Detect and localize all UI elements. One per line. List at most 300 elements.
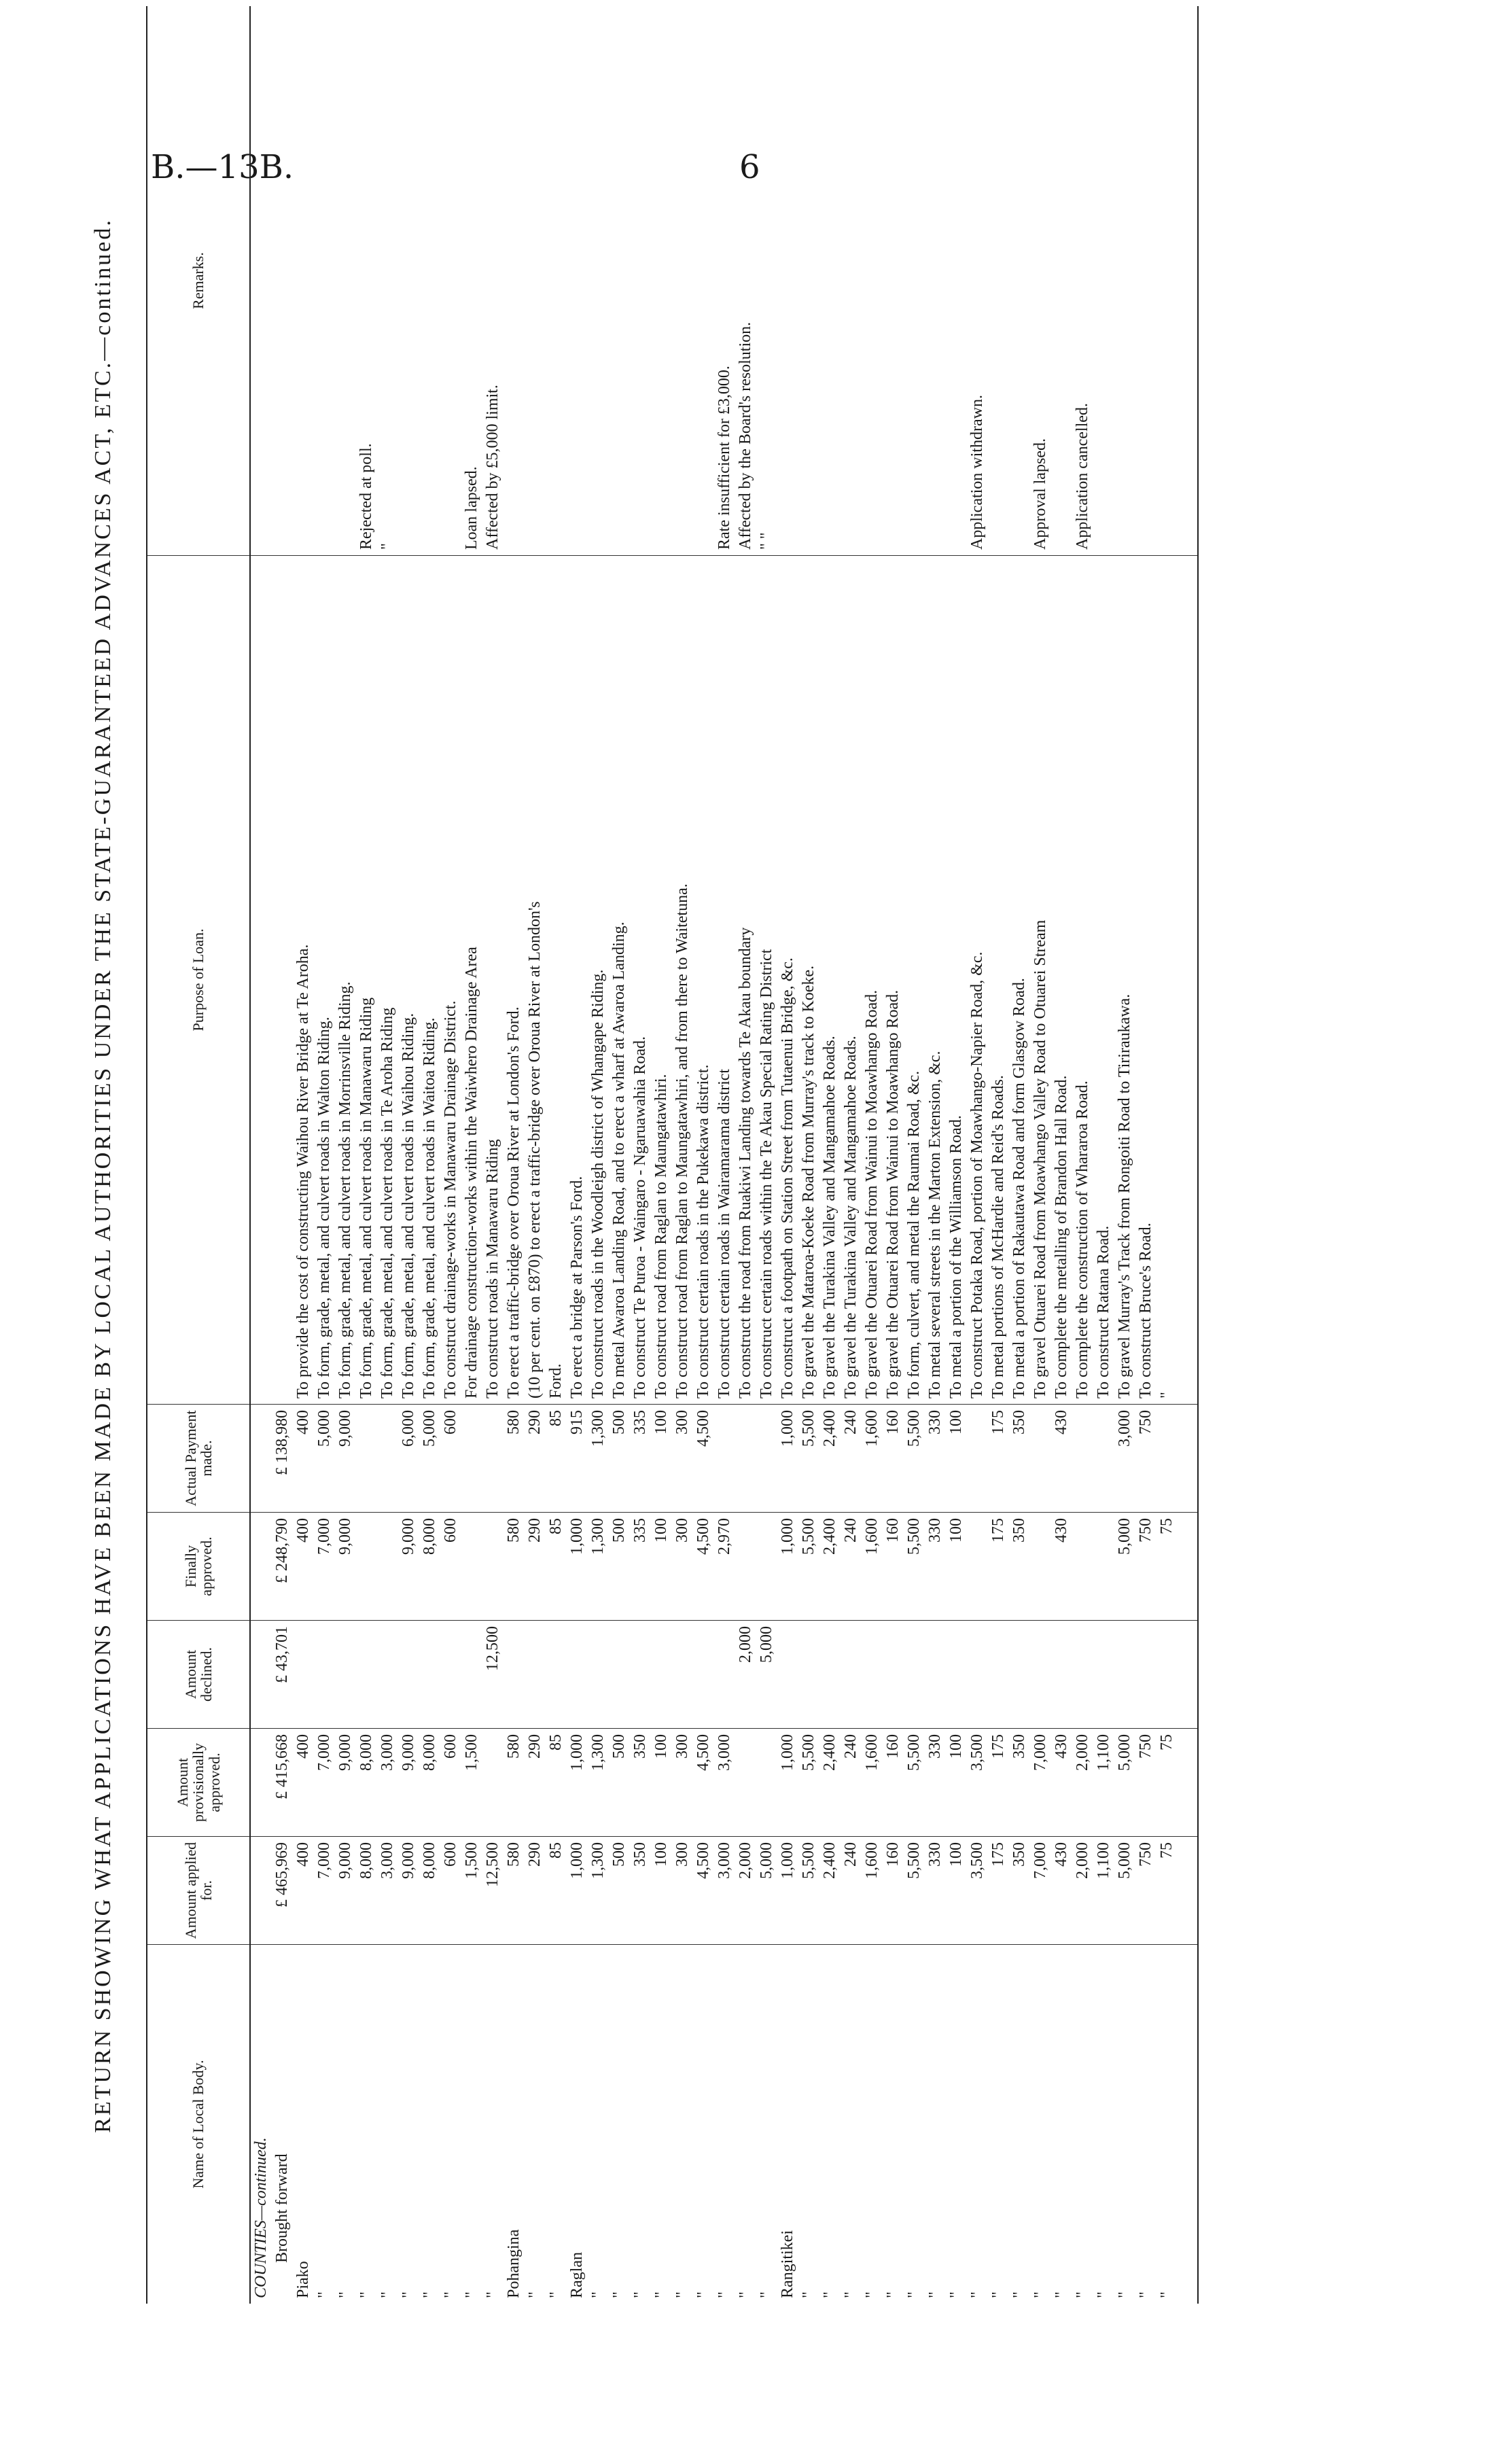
header-remarks: Remarks.	[147, 6, 250, 556]
table-row	[1156, 6, 1198, 2304]
cell-local-body: COUNTIES—continued.	[252, 2137, 270, 2298]
cell-remarks: Application cancelled.	[1072, 6, 1093, 556]
cell-remarks	[798, 6, 819, 556]
table-row	[756, 6, 777, 2304]
cell-applied: 400	[293, 1837, 314, 1945]
cell-local-body: Rangitikei	[779, 2230, 796, 2298]
cell-remarks	[335, 6, 356, 556]
table-row	[988, 6, 1009, 2304]
cell-remarks	[883, 6, 904, 556]
cell-paid: 100	[946, 1405, 967, 1513]
cell-final: 240	[841, 1513, 862, 1621]
page-code: B.—13B.	[151, 148, 294, 186]
table-row	[925, 6, 946, 2304]
cell-final	[250, 1513, 272, 1621]
cell-applied: 350	[1009, 1837, 1030, 1945]
cell-local-body: "	[673, 2291, 691, 2298]
cell-paid: 580	[504, 1405, 525, 1513]
cell-final: 330	[925, 1513, 946, 1621]
cell-purpose: To gravel Otuarei Road from Moawhango Valley Road to Otuarei Stream	[1030, 556, 1051, 1405]
cell-applied: 100	[946, 1837, 967, 1945]
cell-final: 8,000	[419, 1513, 440, 1621]
cell-provisional: 330	[925, 1729, 946, 1837]
header-paid: Actual Payment made.	[147, 1405, 250, 1513]
table-row	[525, 6, 546, 2304]
cell-declined	[314, 1621, 335, 1729]
cell-paid	[1072, 1405, 1093, 1513]
cell-purpose: To construct Potaka Road, portion of Moawhango-Napier Road, &c.	[967, 556, 988, 1405]
cell-remarks	[1093, 6, 1114, 556]
table-row	[377, 6, 398, 2304]
cell-declined	[293, 1621, 314, 1729]
cell-local-body: "	[1116, 2291, 1133, 2298]
cell-applied: 750	[1135, 1837, 1156, 1945]
table-row	[1093, 6, 1114, 2304]
cell-provisional: 100	[946, 1729, 967, 1837]
cell-remarks	[1051, 6, 1072, 556]
cell-final	[482, 1513, 504, 1621]
cell-remarks	[272, 6, 293, 556]
table-row	[609, 6, 630, 2304]
table-row	[819, 6, 841, 2304]
cell-applied: 8,000	[356, 1837, 377, 1945]
cell-purpose: "	[1156, 556, 1198, 1405]
cell-provisional	[756, 1729, 777, 1837]
cell-applied: 4,500	[693, 1837, 714, 1945]
cell-provisional: 240	[841, 1729, 862, 1837]
cell-remarks	[988, 6, 1009, 556]
cell-paid	[1156, 1405, 1198, 1513]
cell-provisional: 175	[988, 1729, 1009, 1837]
cell-final: 600	[440, 1513, 461, 1621]
cell-applied: 85	[546, 1837, 567, 1945]
table-row	[440, 6, 461, 2304]
cell-local-body: "	[652, 2291, 670, 2298]
cell-remarks	[777, 6, 798, 556]
cell-local-body: "	[336, 2291, 354, 2298]
cell-purpose: To erect a bridge at Parson's Ford.	[567, 556, 588, 1405]
cell-provisional: 3,000	[377, 1729, 398, 1837]
cell-provisional: 5,000	[1114, 1729, 1135, 1837]
cell-remarks	[1114, 6, 1135, 556]
cell-remarks	[250, 6, 272, 556]
cell-declined	[862, 1621, 883, 1729]
cell-paid: 400	[293, 1405, 314, 1513]
cell-remarks	[588, 6, 609, 556]
cell-final	[1072, 1513, 1093, 1621]
table-row	[1114, 6, 1135, 2304]
header-final: Finally approved.	[147, 1513, 250, 1621]
cell-declined	[588, 1621, 609, 1729]
cell-declined	[335, 1621, 356, 1729]
cell-final: 1,600	[862, 1513, 883, 1621]
cell-purpose: To construct certain roads within the Te Akau Special Rating District	[756, 556, 777, 1405]
cell-remarks	[1156, 6, 1198, 556]
table-row	[250, 6, 272, 2304]
cell-paid: 175	[988, 1405, 1009, 1513]
cell-provisional: 300	[672, 1729, 693, 1837]
cell-final: 7,000	[314, 1513, 335, 1621]
cell-final: 85	[546, 1513, 567, 1621]
cell-final: £ 248,790	[272, 1513, 293, 1621]
cell-paid	[482, 1405, 504, 1513]
table-row	[883, 6, 904, 2304]
cell-remarks	[904, 6, 925, 556]
cell-declined	[377, 1621, 398, 1729]
cell-remarks	[841, 6, 862, 556]
cell-applied: 9,000	[335, 1837, 356, 1945]
cell-local-body: "	[400, 2291, 417, 2298]
cell-applied: 240	[841, 1837, 862, 1945]
cell-local-body: "	[821, 2291, 838, 2298]
cell-applied: 1,000	[567, 1837, 588, 1945]
cell-purpose: To gravel the Turakina Valley and Mangamahoe Roads.	[841, 556, 862, 1405]
cell-local-body: "	[1137, 2291, 1154, 2298]
cell-paid: 500	[609, 1405, 630, 1513]
cell-provisional: 580	[504, 1729, 525, 1837]
cell-declined: £ 43,701	[272, 1621, 293, 1729]
cell-paid	[735, 1405, 756, 1513]
cell-remarks: Affected by the Board's resolution.	[735, 6, 756, 556]
cell-applied: 175	[988, 1837, 1009, 1945]
table-header-row	[147, 6, 250, 2304]
cell-declined	[672, 1621, 693, 1729]
cell-provisional: 1,300	[588, 1729, 609, 1837]
cell-declined	[525, 1621, 546, 1729]
cell-local-body: "	[1053, 2291, 1070, 2298]
cell-remarks: Rejected at poll.	[356, 6, 377, 556]
table-row	[904, 6, 925, 2304]
cell-purpose: To construct the road from Ruakiwi Landing towards Te Akau boundary	[735, 556, 756, 1405]
cell-paid	[967, 1405, 988, 1513]
cell-paid: 1,600	[862, 1405, 883, 1513]
cell-paid: 6,000	[398, 1405, 419, 1513]
cell-declined	[440, 1621, 461, 1729]
cell-declined	[398, 1621, 419, 1729]
cell-paid: 430	[1051, 1405, 1072, 1513]
table-row	[461, 6, 482, 2304]
return-table	[146, 6, 1199, 2304]
cell-declined	[1156, 1621, 1198, 1729]
table-row	[567, 6, 588, 2304]
cell-declined	[946, 1621, 967, 1729]
table-row	[798, 6, 819, 2304]
cell-remarks	[419, 6, 440, 556]
cell-applied: 1,600	[862, 1837, 883, 1945]
cell-declined	[461, 1621, 482, 1729]
cell-applied: 600	[440, 1837, 461, 1945]
cell-remarks	[672, 6, 693, 556]
cell-remarks	[693, 6, 714, 556]
cell-declined: 2,000	[735, 1621, 756, 1729]
header-declined: Amount declined.	[147, 1621, 250, 1729]
cell-final: 75	[1156, 1513, 1198, 1621]
cell-purpose: To gravel Murray's Track from Rongoiti Road to Tiriraukawa.	[1114, 556, 1135, 1405]
table-row	[967, 6, 988, 2304]
cell-purpose: To gravel the Turakina Valley and Mangamahoe Roads.	[819, 556, 841, 1405]
table-row	[651, 6, 672, 2304]
cell-applied: 5,500	[904, 1837, 925, 1945]
cell-applied: 7,000	[1030, 1837, 1051, 1945]
cell-applied: 2,400	[819, 1837, 841, 1945]
cell-declined	[651, 1621, 672, 1729]
cell-remarks: "	[377, 6, 398, 556]
cell-provisional: 2,400	[819, 1729, 841, 1837]
cell-paid: 750	[1135, 1405, 1156, 1513]
cell-paid: 5,000	[314, 1405, 335, 1513]
cell-local-body: Pohangina	[505, 2229, 523, 2298]
table-row	[672, 6, 693, 2304]
cell-remarks: Loan lapsed.	[461, 6, 482, 556]
cell-paid: 350	[1009, 1405, 1030, 1513]
cell-local-body: "	[800, 2291, 817, 2298]
cell-paid: 600	[440, 1405, 461, 1513]
cell-final: 300	[672, 1513, 693, 1621]
cell-applied: 5,000	[1114, 1837, 1135, 1945]
cell-provisional: 1,500	[461, 1729, 482, 1837]
cell-purpose: To construct Ratana Road.	[1093, 556, 1114, 1405]
cell-local-body: "	[947, 2291, 965, 2298]
cell-paid: 5,000	[419, 1405, 440, 1513]
cell-declined	[967, 1621, 988, 1729]
cell-provisional: 3,000	[714, 1729, 735, 1837]
cell-local-body: Piako	[294, 2261, 312, 2298]
cell-local-body: "	[526, 2291, 544, 2298]
table-row	[419, 6, 440, 2304]
cell-applied: 1,000	[777, 1837, 798, 1945]
cell-paid: £ 138,980	[272, 1405, 293, 1513]
table-row	[588, 6, 609, 2304]
cell-applied: 290	[525, 1837, 546, 1945]
cell-paid	[356, 1405, 377, 1513]
cell-purpose: To construct roads in Manawaru Riding	[482, 556, 504, 1405]
cell-declined	[819, 1621, 841, 1729]
cell-applied: 160	[883, 1837, 904, 1945]
cell-paid	[250, 1405, 272, 1513]
cell-local-body: "	[737, 2291, 754, 2298]
cell-final	[377, 1513, 398, 1621]
cell-purpose: To construct road from Raglan to Maungatawhiri.	[651, 556, 672, 1405]
cell-remarks	[314, 6, 335, 556]
cell-provisional: 5,500	[904, 1729, 925, 1837]
cell-remarks: Application withdrawn.	[967, 6, 988, 556]
table-row	[946, 6, 967, 2304]
cell-final: 1,000	[567, 1513, 588, 1621]
cell-local-body: "	[357, 2291, 375, 2298]
cell-paid	[461, 1405, 482, 1513]
cell-remarks	[398, 6, 419, 556]
cell-remarks	[567, 6, 588, 556]
cell-remarks	[504, 6, 525, 556]
cell-local-body: "	[589, 2291, 607, 2298]
cell-remarks	[440, 6, 461, 556]
cell-purpose: To form, grade, metal, and culvert roads in Walton Riding.	[314, 556, 335, 1405]
cell-provisional: 4,500	[693, 1729, 714, 1837]
cell-remarks	[862, 6, 883, 556]
cell-purpose: Ford.	[546, 556, 567, 1405]
cell-remarks	[609, 6, 630, 556]
cell-remarks: Approval lapsed.	[1030, 6, 1051, 556]
cell-final: 350	[1009, 1513, 1030, 1621]
cell-local-body: "	[694, 2291, 712, 2298]
cell-declined	[1051, 1621, 1072, 1729]
cell-local-body: "	[926, 2291, 944, 2298]
cell-local-body: "	[842, 2291, 860, 2298]
cell-provisional: 9,000	[335, 1729, 356, 1837]
cell-provisional: 1,000	[567, 1729, 588, 1837]
cell-purpose: To construct certain roads in Wairamarama district	[714, 556, 735, 1405]
cell-declined	[1114, 1621, 1135, 1729]
cell-local-body: "	[610, 2291, 628, 2298]
cell-remarks	[925, 6, 946, 556]
cell-declined	[883, 1621, 904, 1729]
cell-paid: 290	[525, 1405, 546, 1513]
cell-local-body: "	[1031, 2291, 1049, 2298]
cell-remarks: " "	[756, 6, 777, 556]
cell-final: 4,500	[693, 1513, 714, 1621]
cell-applied: 580	[504, 1837, 525, 1945]
cell-provisional: 1,600	[862, 1729, 883, 1837]
cell-local-body: "	[484, 2291, 501, 2298]
cell-paid	[756, 1405, 777, 1513]
cell-final: 9,000	[398, 1513, 419, 1621]
cell-declined	[1072, 1621, 1093, 1729]
cell-local-body: "	[315, 2291, 333, 2298]
cell-applied: 3,000	[377, 1837, 398, 1945]
table-row	[293, 6, 314, 2304]
cell-applied	[250, 1837, 272, 1945]
cell-paid: 330	[925, 1405, 946, 1513]
table-row	[693, 6, 714, 2304]
cell-purpose	[272, 556, 293, 1405]
cell-local-body: "	[758, 2291, 775, 2298]
header-provisional: Amount provisionally approved.	[147, 1729, 250, 1837]
cell-final: 5,500	[904, 1513, 925, 1621]
cell-remarks	[546, 6, 567, 556]
cell-declined: 12,500	[482, 1621, 504, 1729]
cell-paid	[377, 1405, 398, 1513]
cell-applied: 8,000	[419, 1837, 440, 1945]
cell-provisional: 8,000	[419, 1729, 440, 1837]
cell-purpose: To form, grade, metal, and culvert roads in Waitoa Riding.	[419, 556, 440, 1405]
cell-final	[1030, 1513, 1051, 1621]
cell-applied: 1,300	[588, 1837, 609, 1945]
cell-purpose: To gravel the Otuarei Road from Wainui to Moawhango Road.	[862, 556, 883, 1405]
table-row	[482, 6, 504, 2304]
table-row	[272, 6, 293, 2304]
cell-purpose: To gravel the Mataroa-Koeke Road from Murray's track to Koeke.	[798, 556, 819, 1405]
cell-purpose: To form, grade, metal, and culvert roads in Morrinsville Riding.	[335, 556, 356, 1405]
cell-provisional	[735, 1729, 756, 1837]
cell-final: 175	[988, 1513, 1009, 1621]
cell-paid: 160	[883, 1405, 904, 1513]
cell-local-body: "	[547, 2291, 565, 2298]
cell-purpose: To form, grade, metal, and culvert roads in Manawaru Riding	[356, 556, 377, 1405]
cell-final: 500	[609, 1513, 630, 1621]
cell-provisional: 750	[1135, 1729, 1156, 1837]
cell-final	[735, 1513, 756, 1621]
cell-purpose: For drainage construction-works within the Waiwhero Drainage Area	[461, 556, 482, 1405]
cell-local-body: "	[631, 2291, 649, 2298]
cell-final: 2,970	[714, 1513, 735, 1621]
cell-final: 400	[293, 1513, 314, 1621]
cell-provisional: 5,500	[798, 1729, 819, 1837]
cell-applied: 330	[925, 1837, 946, 1945]
cell-provisional: 500	[609, 1729, 630, 1837]
cell-final: 2,400	[819, 1513, 841, 1621]
cell-provisional: 160	[883, 1729, 904, 1837]
cell-paid	[1030, 1405, 1051, 1513]
cell-remarks	[1135, 6, 1156, 556]
cell-remarks	[630, 6, 651, 556]
cell-provisional: 75	[1156, 1729, 1198, 1837]
cell-declined	[546, 1621, 567, 1729]
cell-local-body: "	[905, 2291, 923, 2298]
cell-applied: 3,500	[967, 1837, 988, 1945]
cell-purpose: To form, culvert, and metal the Raumai Road, &c.	[904, 556, 925, 1405]
table-row	[314, 6, 335, 2304]
cell-local-body: "	[1095, 2291, 1112, 2298]
cell-applied: 7,000	[314, 1837, 335, 1945]
cell-remarks: Affected by £5,000 limit.	[482, 6, 504, 556]
cell-final	[356, 1513, 377, 1621]
cell-local-body: "	[1074, 2291, 1091, 2298]
table-row	[1051, 6, 1072, 2304]
cell-purpose: To form, grade, metal, and culvert roads in Waihou Riding.	[398, 556, 419, 1405]
cell-final: 290	[525, 1513, 546, 1621]
table-row	[1072, 6, 1093, 2304]
table-row	[1009, 6, 1030, 2304]
cell-provisional: 100	[651, 1729, 672, 1837]
cell-final	[756, 1513, 777, 1621]
cell-declined	[1030, 1621, 1051, 1729]
cell-remarks	[651, 6, 672, 556]
cell-applied: 9,000	[398, 1837, 419, 1945]
table-row	[356, 6, 377, 2304]
table-row	[714, 6, 735, 2304]
cell-applied: 100	[651, 1837, 672, 1945]
cell-provisional: 400	[293, 1729, 314, 1837]
cell-declined	[609, 1621, 630, 1729]
cell-purpose: To construct a footpath on Station Street from Tutaenui Bridge, &c.	[777, 556, 798, 1405]
cell-paid: 1,300	[588, 1405, 609, 1513]
cell-applied: 1,500	[461, 1837, 482, 1945]
cell-local-body: Brought forward	[273, 2153, 291, 2263]
cell-final: 430	[1051, 1513, 1072, 1621]
cell-applied: 300	[672, 1837, 693, 1945]
cell-purpose: To construct road from Raglan to Maungatawhiri, and from there to Waitetuna.	[672, 556, 693, 1405]
cell-local-body: "	[463, 2291, 480, 2298]
cell-declined: 5,000	[756, 1621, 777, 1729]
cell-final	[967, 1513, 988, 1621]
cell-paid	[1093, 1405, 1114, 1513]
cell-applied: 12,500	[482, 1837, 504, 1945]
cell-final: 335	[630, 1513, 651, 1621]
cell-paid: 240	[841, 1405, 862, 1513]
cell-paid: 2,400	[819, 1405, 841, 1513]
cell-local-body: "	[863, 2291, 881, 2298]
cell-purpose: To construct certain roads in the Pukekawa district.	[693, 556, 714, 1405]
cell-purpose: To complete the metalling of Brandon Hall Road.	[1051, 556, 1072, 1405]
cell-paid: 4,500	[693, 1405, 714, 1513]
cell-final: 5,000	[1114, 1513, 1135, 1621]
cell-declined	[419, 1621, 440, 1729]
cell-applied: 5,000	[756, 1837, 777, 1945]
cell-applied: 5,500	[798, 1837, 819, 1945]
cell-purpose: (10 per cent. on £870) to erect a traffic-bridge over Oroua River at London's	[525, 556, 546, 1405]
cell-paid: 5,500	[904, 1405, 925, 1513]
cell-applied: 430	[1051, 1837, 1072, 1945]
